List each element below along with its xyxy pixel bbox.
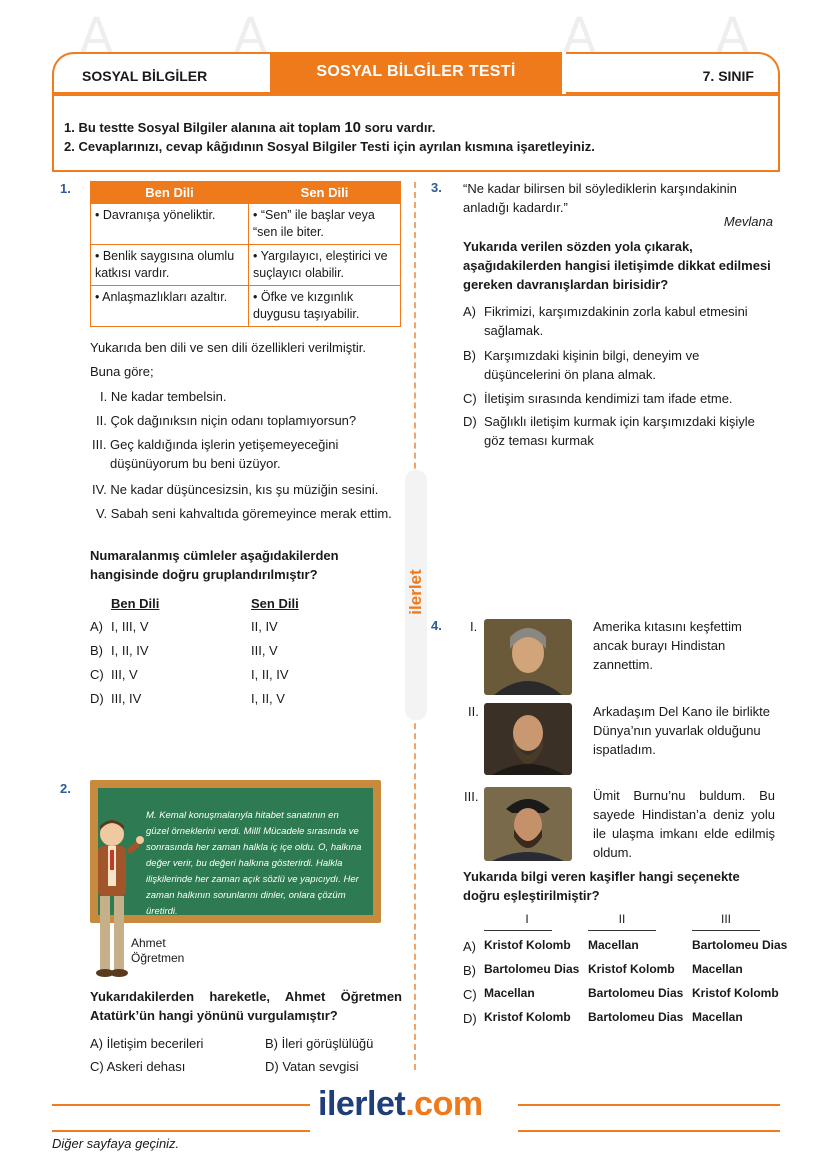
explorer-portrait (484, 619, 572, 695)
next-page-note: Diğer sayfaya geçiniz. (52, 1136, 180, 1151)
col-header-sen: Sen Dili (251, 596, 299, 611)
col-header: III (720, 912, 731, 926)
q1-question: Numaralanmış cümleler aşağıdakilerden hangisinde doğru gruplandırılmıştır? (90, 548, 339, 582)
q3-question: Yukarıda verilen sözden yola çıkarak, aşağıdakilerden hangisi iletişimde dikkat edilmesi gereken davranışlardan birisidir? (463, 239, 771, 292)
option-ben: III, V (111, 667, 138, 682)
question-number: 2. (60, 781, 71, 796)
q1-item: IV. Ne kadar düşüncesizsin, kıs şu müziğin sesini. (92, 482, 379, 497)
option-sen: I, II, IV (251, 667, 289, 682)
option-sen: II, IV (251, 619, 278, 634)
teacher-title: Öğretmen (131, 951, 185, 965)
option-c1: Kristof Kolomb (484, 1010, 571, 1024)
option-letter[interactable]: D) (90, 691, 104, 706)
grade-label: 7. SINIF (566, 52, 780, 94)
option[interactable]: D) Vatan sevgisi (265, 1059, 359, 1074)
option-c3: Macellan (692, 1010, 743, 1024)
col-header: II (618, 912, 626, 926)
q1-item: III. Geç kaldığında işlerin yetişemeyeceğini düşünüyorum bu beni üzüyor. (92, 437, 339, 471)
option-c2: Bartolomeu Dias (588, 1010, 684, 1024)
question-number: 3. (431, 180, 442, 195)
option-sen: I, II, V (251, 691, 285, 706)
option-c3: Macellan (692, 962, 743, 976)
ilerlet-logo: ilerlet.com (318, 1085, 483, 1123)
option-text: Fikrimizi, karşımızdakinin zorla kabul etmesini sağlamak. (484, 304, 748, 338)
option-letter[interactable]: B) (463, 348, 476, 363)
option-c2: Bartolomeu Dias (588, 986, 684, 1000)
q1-item: I. Ne kadar tembelsin. (100, 389, 227, 404)
option-ben: I, III, V (111, 619, 149, 634)
option[interactable]: A) İletişim becerileri (90, 1036, 204, 1051)
option-letter[interactable]: C) (463, 391, 477, 406)
option-c3: Bartolomeu Dias (692, 938, 788, 952)
table-cell: • Davranışa yöneliktir. (91, 204, 249, 245)
option-c2: Macellan (588, 938, 639, 952)
explorer-portrait (484, 787, 572, 861)
option-text: Karşımızdaki kişinin bilgi, deneyim ve düşüncelerini ön plana almak. (484, 348, 700, 382)
footer-line (518, 1104, 780, 1106)
board-text: M. Kemal konuşmalarıyla hitabet sanatının en güzel örneklerini verdi. Millî Mücadele sırasında ve sonrasında her zaman halkla iç içe oldu. O, halkına değer verir, bu değeri halkına gösterirdi. Halkla ilişkilerinde her zaman açık sözlü ve yapıcıydı. Her zaman halkının sorunlarını dinler, onlara çözüm üretirdi. (98, 788, 373, 915)
table-cell: • Benlik saygısına olumlu katkısı vardır. (91, 245, 249, 286)
watermark-letter: A (563, 8, 596, 64)
explorer-roman: II. (468, 704, 479, 719)
explorer-text: Amerika kıtasını keşfettim ancak burayı Hindistan zannettim. (593, 619, 742, 672)
explorer-portrait (484, 703, 572, 775)
explorer-roman: III. (464, 789, 479, 804)
option-letter[interactable]: C) (463, 987, 477, 1002)
option-letter[interactable]: D) (463, 414, 477, 429)
q1-intro: Yukarıda ben dili ve sen dili özellikleri verilmiştir. (90, 340, 367, 355)
option-ben: I, II, IV (111, 643, 149, 658)
col-header: I (525, 912, 529, 926)
explorer-text: Arkadaşım Del Kano ile birlikte Dünya’nın yuvarlak olduğunu ispatladım. (593, 704, 771, 757)
q1-item: II. Çok dağınıksın niçin odanı toplamıyorsun? (96, 413, 357, 428)
q1-item: V. Sabah seni kahvaltıda göremeyince merak ettim. (96, 506, 392, 521)
q3-author: Mevlana (723, 214, 773, 229)
test-title: SOSYAL BİLGİLER TESTİ (270, 52, 562, 94)
option-letter[interactable]: A) (90, 619, 103, 634)
page-header (52, 52, 780, 94)
option[interactable]: C) Askeri dehası (90, 1059, 186, 1074)
side-brand: ilerlet (405, 470, 427, 720)
table-header: Sen Dili (249, 182, 401, 204)
instruction-2: 2. Cevaplarınızı, cevap kâğıdının Sosyal Bilgiler Testi için ayrılan kısmına işaretleyiniz. (64, 139, 595, 154)
option-c1: Bartolomeu Dias (484, 962, 580, 976)
q1-buna-gore: Buna göre; (90, 364, 154, 379)
option-text: Sağlıklı iletişim kurmak için karşımızdaki kişiyle göz teması kurmak (484, 414, 755, 448)
footer-line (52, 1130, 310, 1132)
ben-sen-dili-table (90, 181, 401, 327)
question-number: 4. (431, 618, 442, 633)
col-header-ben: Ben Dili (111, 596, 160, 611)
q2-question: Yukarıdakilerden hareketle, Ahmet Öğretmen Atatürk’ün hangi yönünü vurgulamıştır? (90, 989, 402, 1023)
q4-question: Yukarıda bilgi veren kaşifler hangi seçenekte doğru eşleştirilmiştir? (463, 869, 740, 903)
table-cell: • Yargılayıcı, eleştirici ve suçlayıcı olabilir. (249, 245, 401, 286)
watermark-letter: A (716, 8, 749, 64)
watermark-letter: A (234, 8, 267, 64)
option-c3: Kristof Kolomb (692, 986, 779, 1000)
option-letter[interactable]: B) (90, 643, 103, 658)
option-letter[interactable]: A) (463, 304, 476, 319)
teacher-name: Ahmet (131, 936, 166, 950)
col-rule (588, 930, 656, 931)
table-cell: • Anlaşmazlıkları azaltır. (91, 286, 249, 327)
option-c2: Kristof Kolomb (588, 962, 675, 976)
table-cell: • Öfke ve kızgınlık duygusu taşıyabilir. (249, 286, 401, 327)
explorer-text: Ümit Burnu’nu buldum. Bu sayede Hindistan’a deniz yolu ile ulaşma imkanı elde edilmiş oldum. (593, 788, 775, 860)
option-letter[interactable]: A) (463, 939, 476, 954)
col-rule (484, 930, 552, 931)
table-header: Ben Dili (91, 182, 249, 204)
q3-quote: “Ne kadar bilirsen bil söylediklerin karşındakinin anladığı kadardır.” (463, 181, 737, 215)
option-ben: III, IV (111, 691, 142, 706)
table-cell: • “Sen” ile başlar veya “sen ile biter. (249, 204, 401, 245)
footer-line (52, 1104, 310, 1106)
question-number: 1. (60, 181, 71, 196)
option-sen: III, V (251, 643, 278, 658)
instructions-box (52, 94, 780, 172)
option[interactable]: B) İleri görüşlülüğü (265, 1036, 374, 1051)
option-letter[interactable]: D) (463, 1011, 477, 1026)
option-letter[interactable]: C) (90, 667, 104, 682)
option-c1: Macellan (484, 986, 535, 1000)
col-rule (692, 930, 760, 931)
subject-label: SOSYAL BİLGİLER (52, 52, 270, 94)
option-letter[interactable]: B) (463, 963, 476, 978)
instruction-1: 1. Bu testte Sosyal Bilgiler alanına ait toplam 10 soru vardır. (64, 119, 436, 136)
option-c1: Kristof Kolomb (484, 938, 571, 952)
footer-line (518, 1130, 780, 1132)
watermark-letter: A (80, 8, 113, 64)
option-text: İletişim sırasında kendimizi tam ifade etme. (484, 391, 733, 406)
explorer-roman: I. (470, 619, 478, 634)
